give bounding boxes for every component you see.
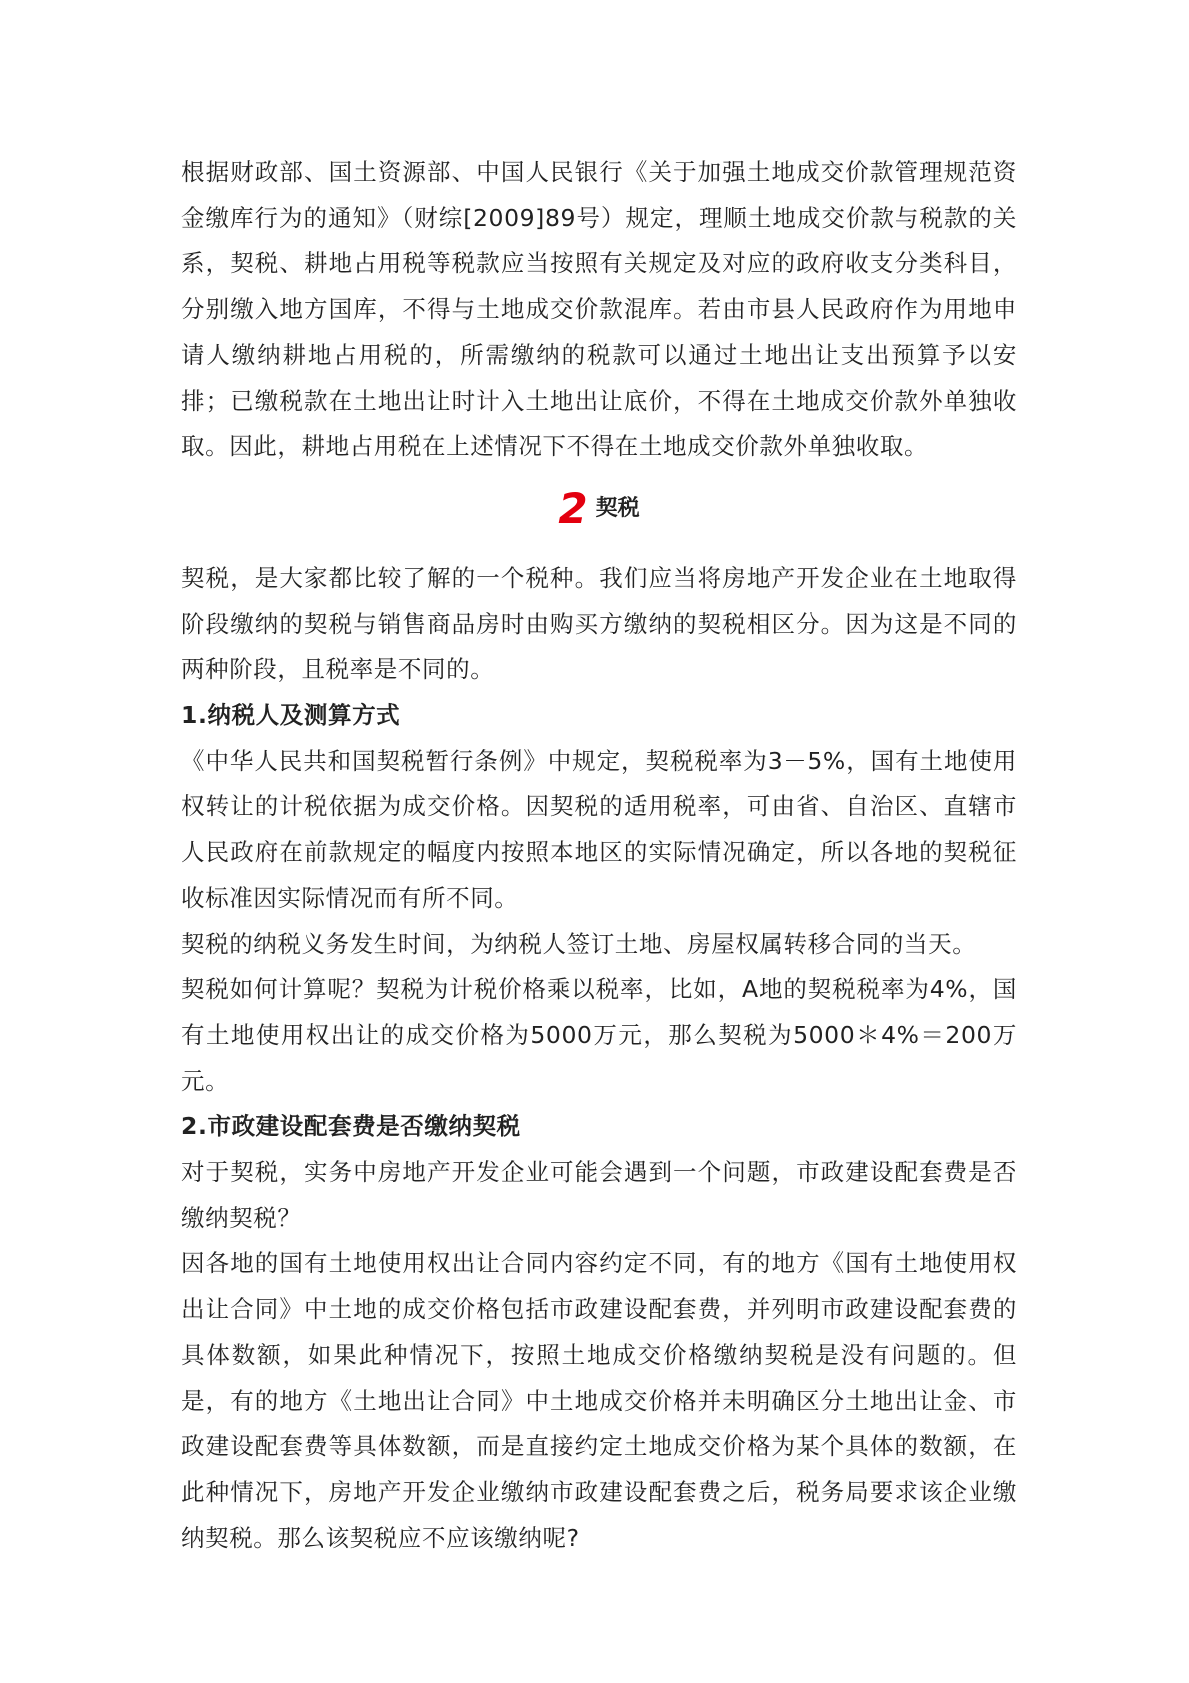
- intro-paragraph: 根据财政部、国土资源部、中国人民银行《关于加强土地成交价款管理规范资金缴库行为的通知》（财综[2009]89号）规定，理顺土地成交价款与税款的关系，契税、耕地占用税等税款应当按照有关规定及对应的政府收支分类科目，分别缴入地方国库，不得与土地成交价款混库。若由市县人民政府作为用地申请人缴纳耕地占用税的，所需缴纳的税款可以通过土地出让支出预算予以安排；已缴税款在土地出让时计入土地出让底价，不得在土地成交价款外单独收取。因此，耕地占用税在上述情况下不得在土地成交价款外单独收取。: [181, 158, 1017, 461]
- paragraph-tax-calc: 契税如何计算呢？契税为计税价格乘以税率，比如，A地的契税税率为4%，国有土地使用权出让的成交价格为5000万元，那么契税为5000＊4%＝200万元。: [181, 975, 1017, 1095]
- section-intro-paragraph: 契税，是大家都比较了解的一个税种。我们应当将房地产开发企业在土地取得阶段缴纳的契税与销售商品房时由购买方缴纳的契税相区分。因为这是不同的两种阶段，且税率是不同的。: [181, 563, 1017, 684]
- paragraph-tax-time: 契税的纳税义务发生时间，为纳税人签订土地、房屋权属转移合同的当天。: [181, 929, 977, 958]
- section-number: 2: [558, 483, 588, 533]
- section-title: 契税: [595, 495, 640, 521]
- paragraph-tax-rate: 《中华人民共和国契税暂行条例》中规定，契税税率为3－5%，国有土地使用权转让的计税依据为成交价格。因契税的适用税率，可由省、自治区、直辖市人民政府在前款规定的幅度内按照本地区的实际情况确定，所以各地的契税征收标准因实际情况而有所不同。: [181, 746, 1017, 912]
- subsection-heading-tax-payer: 1.纳税人及测算方式: [181, 701, 401, 730]
- paragraph-fee-discussion: 因各地的国有土地使用权出让合同内容约定不同，有的地方《国有土地使用权出让合同》中土地的成交价格包括市政建设配套费，并列明市政建设配套费的具体数额，如果此种情况下，按照土地成交价格缴纳契税是没有问题的。但是，有的地方《土地出让合同》中土地成交价格并未明确区分土地出让金、市政建设配套费等具体数额，而是直接约定土地成交价格为某个具体的数额，在此种情况下，房地产开发企业缴纳市政建设配套费之后，税务局要求该企业缴纳契税。那么该契税应不应该缴纳呢?: [181, 1249, 1017, 1552]
- subsection-heading-municipal-fee: 2.市政建设配套费是否缴纳契税: [181, 1112, 521, 1141]
- paragraph-fee-question: 对于契税，实务中房地产开发企业可能会遇到一个问题，市政建设配套费是否缴纳契税？: [181, 1158, 1017, 1232]
- section-heading: [181, 475, 1017, 542]
- document-page: [181, 150, 1017, 1561]
